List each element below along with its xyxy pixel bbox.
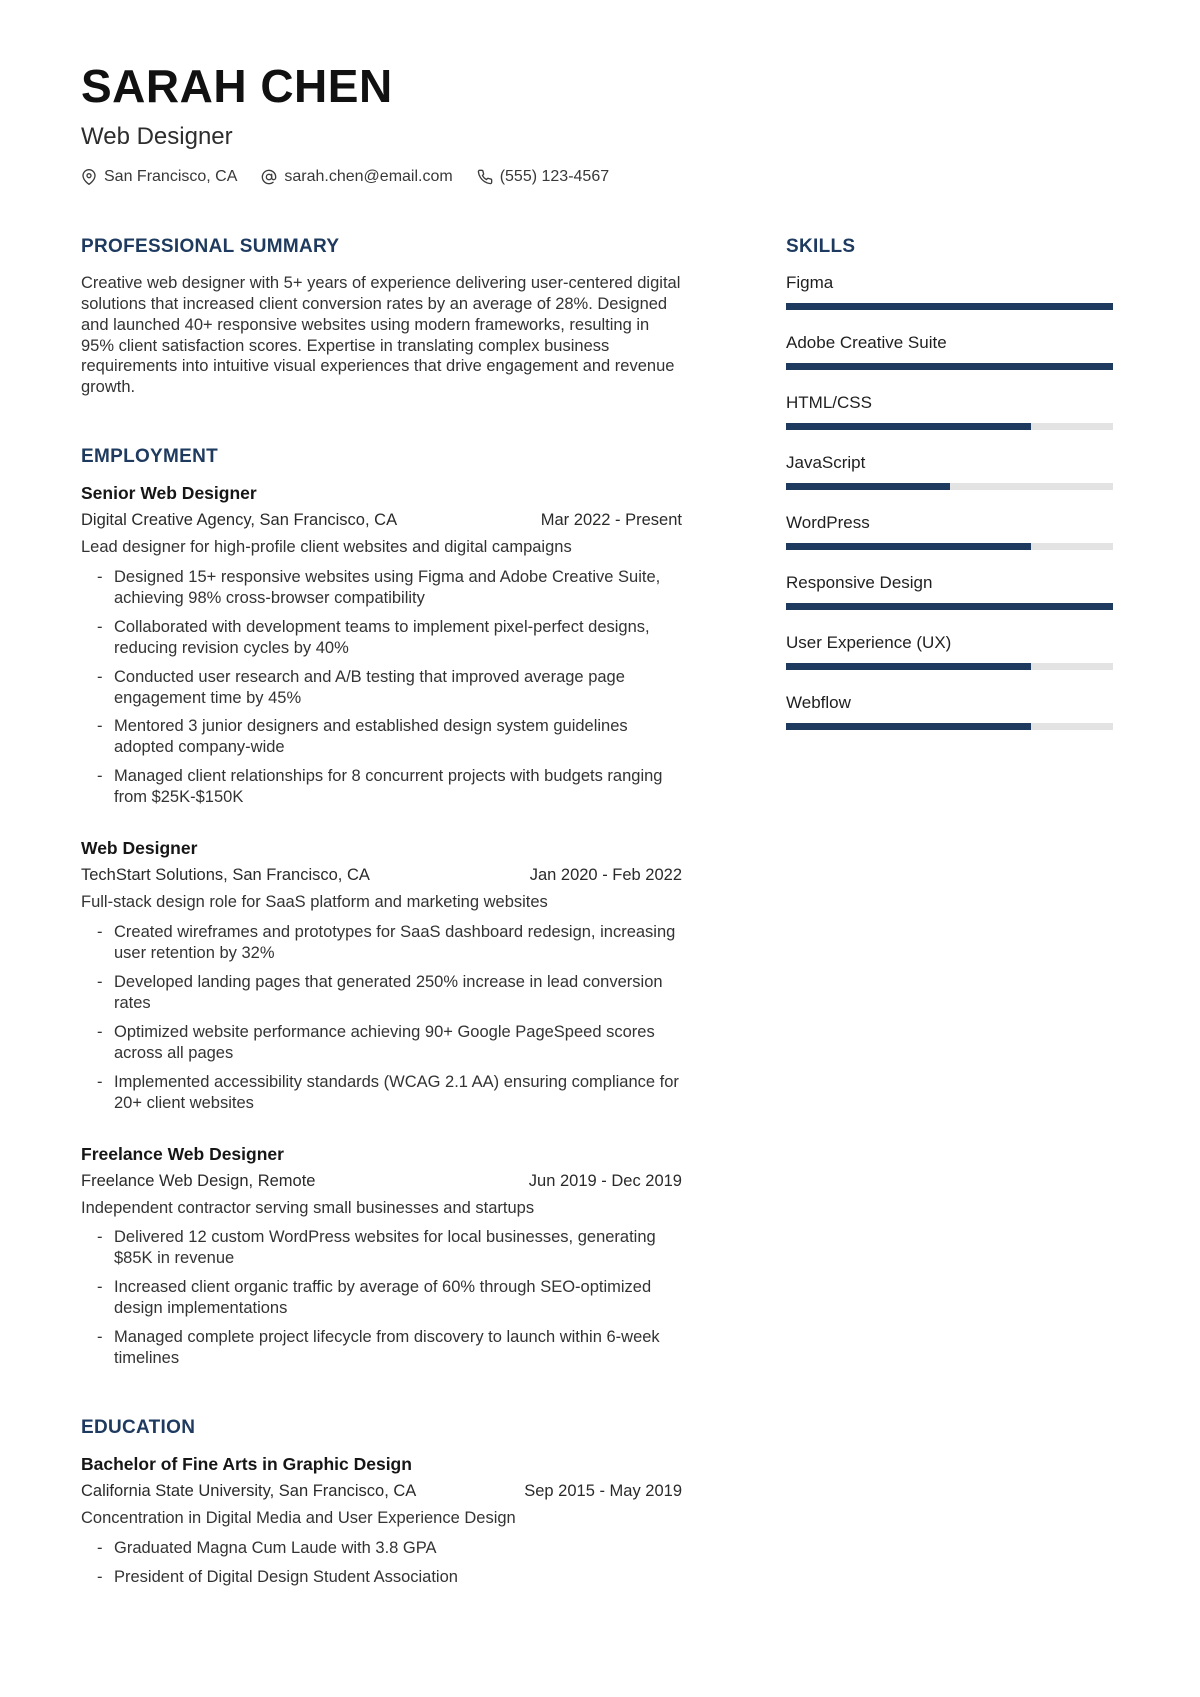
- skill-item: [786, 333, 1113, 370]
- skill-bar-fill: [786, 723, 1031, 730]
- skill-bar-track: [786, 363, 1113, 370]
- job-bullet: - Optimized website performance achieving 90+ Google PageSpeed scores across all pages: [97, 1022, 682, 1064]
- skill-item: [786, 573, 1113, 610]
- skill-bar-fill: [786, 543, 1031, 550]
- contact-email-text: sarah.chen@email.com: [284, 168, 453, 186]
- education-section: [81, 1417, 682, 1588]
- job-bullet-list: [97, 922, 682, 1114]
- job-bullet: - Created wireframes and prototypes for SaaS dashboard redesign, increasing user retention by 32%: [97, 922, 682, 964]
- job-bullet: - Collaborated with development teams to implement pixel-perfect designs, reducing revision cycles by 40%: [97, 617, 682, 659]
- job-dates: Jun 2019 - Dec 2019: [528, 1171, 682, 1190]
- job-bullet: - Designed 15+ responsive websites using Figma and Adobe Creative Suite, achieving 98% cross-browser compatibility: [97, 567, 682, 609]
- job-company: Freelance Web Design, Remote: [81, 1171, 316, 1190]
- skill-bar-fill: [786, 303, 1113, 310]
- job-entry: [81, 838, 682, 1113]
- education-meta-row: [81, 1482, 682, 1501]
- employment-section: [81, 446, 682, 1369]
- contact-phone: [477, 168, 609, 186]
- skill-bar-track: [786, 543, 1113, 550]
- employment-heading: EMPLOYMENT: [81, 445, 219, 467]
- job-bullet: - Implemented accessibility standards (WCAG 2.1 AA) ensuring compliance for 20+ client websites: [97, 1072, 682, 1114]
- skill-bar-fill: [786, 423, 1031, 430]
- education-description: Concentration in Digital Media and User Experience Design: [81, 1509, 516, 1528]
- education-entry: [81, 1454, 682, 1588]
- skill-bar-track: [786, 423, 1113, 430]
- contact-location-text: San Francisco, CA: [104, 168, 238, 186]
- job-title: Freelance Web Designer: [81, 1143, 284, 1164]
- skill-item: [786, 513, 1113, 550]
- job-bullet: - Managed complete project lifecycle from discovery to launch within 6-week timelines: [97, 1327, 682, 1369]
- education-bullet: - Graduated Magna Cum Laude with 3.8 GPA: [97, 1538, 682, 1559]
- job-entry: [81, 483, 682, 808]
- main-column: [81, 236, 682, 1588]
- skill-bar-fill: [786, 483, 950, 490]
- education-bullet-list: [97, 1538, 682, 1588]
- job-bullet: - Mentored 3 junior designers and established design system guidelines adopted company-wide: [97, 716, 682, 758]
- skill-label: HTML/CSS: [786, 393, 872, 413]
- skill-bar-track: [786, 483, 1113, 490]
- job-dates: Jan 2020 - Feb 2022: [529, 866, 682, 885]
- contact-row: [81, 168, 1113, 186]
- skill-bar-track: [786, 723, 1113, 730]
- job-description: Full-stack design role for SaaS platform and marketing websites: [81, 893, 548, 912]
- skill-label: Adobe Creative Suite: [786, 333, 947, 353]
- job-bullet: - Delivered 12 custom WordPress websites for local businesses, generating $85K in revenue: [97, 1227, 682, 1269]
- job-meta-row: [81, 1172, 682, 1191]
- job-description: Independent contractor serving small businesses and startups: [81, 1198, 535, 1217]
- education-degree: Bachelor of Fine Arts in Graphic Design: [81, 1454, 412, 1475]
- job-entry: [81, 1144, 682, 1370]
- skill-bar-track: [786, 303, 1113, 310]
- skill-bar-fill: [786, 603, 1113, 610]
- phone-icon: [477, 169, 493, 185]
- job-meta-row: [81, 511, 682, 530]
- skill-label: JavaScript: [786, 453, 866, 473]
- skill-bar-fill: [786, 663, 1031, 670]
- skill-item: [786, 693, 1113, 730]
- resume-header: [81, 62, 1113, 186]
- skills-heading: SKILLS: [786, 236, 856, 258]
- skill-label: Responsive Design: [786, 573, 933, 593]
- contact-location: [81, 168, 237, 186]
- job-description: Lead designer for high-profile client websites and digital campaigns: [81, 537, 572, 556]
- contact-email: [261, 168, 452, 186]
- skill-label: WordPress: [786, 513, 870, 533]
- job-dates: Mar 2022 - Present: [540, 510, 682, 529]
- job-bullet: - Managed client relationships for 8 concurrent projects with budgets ranging from $25K-$150K: [97, 766, 682, 808]
- summary-text: Creative web designer with 5+ years of experience delivering user-centered digital solutions that increased client conversion rates by an average of 28%. Designed and launched 40+ responsive websites using modern frameworks, resulting in 95% client satisfaction scores. Expertise in translating complex business requirements into intuitive visual experiences that drive engagement and revenue growth.: [81, 274, 681, 397]
- job-bullet-list: [97, 567, 682, 809]
- contact-phone-text: (555) 123-4567: [499, 168, 610, 186]
- candidate-headline: Web Designer: [81, 123, 233, 151]
- skill-item: [786, 273, 1113, 310]
- education-dates: Sep 2015 - May 2019: [524, 1482, 682, 1501]
- job-bullet-list: [97, 1227, 682, 1369]
- job-bullet: - Conducted user research and A/B testing that improved average page engagement time by 45%: [97, 667, 682, 709]
- candidate-name: SARAH CHEN: [81, 60, 393, 112]
- skill-item: [786, 453, 1113, 490]
- skill-label: Figma: [786, 273, 834, 293]
- job-company: Digital Creative Agency, San Francisco, CA: [81, 510, 398, 529]
- content-columns: [81, 236, 1113, 1588]
- skills-sidebar: [786, 236, 1113, 753]
- job-bullet: - Increased client organic traffic by average of 60% through SEO-optimized design implementations: [97, 1277, 682, 1319]
- education-heading: EDUCATION: [81, 1417, 196, 1439]
- email-at-icon: [261, 169, 277, 185]
- job-company: TechStart Solutions, San Francisco, CA: [81, 866, 370, 885]
- job-title: Web Designer: [81, 838, 198, 859]
- skill-bar-track: [786, 663, 1113, 670]
- job-meta-row: [81, 866, 682, 885]
- location-pin-icon: [81, 169, 97, 185]
- skill-label: Webflow: [786, 693, 851, 713]
- skill-item: [786, 633, 1113, 670]
- education-school: California State University, San Francisco, CA: [81, 1482, 417, 1501]
- skill-bar-fill: [786, 363, 1113, 370]
- summary-section: [81, 236, 682, 398]
- skill-label: User Experience (UX): [786, 633, 952, 653]
- education-bullet: - President of Digital Design Student Association: [97, 1567, 682, 1588]
- job-bullet: - Developed landing pages that generated 250% increase in lead conversion rates: [97, 972, 682, 1014]
- summary-heading: PROFESSIONAL SUMMARY: [81, 236, 340, 258]
- job-title: Senior Web Designer: [81, 482, 257, 503]
- skill-bar-track: [786, 603, 1113, 610]
- skill-item: [786, 393, 1113, 430]
